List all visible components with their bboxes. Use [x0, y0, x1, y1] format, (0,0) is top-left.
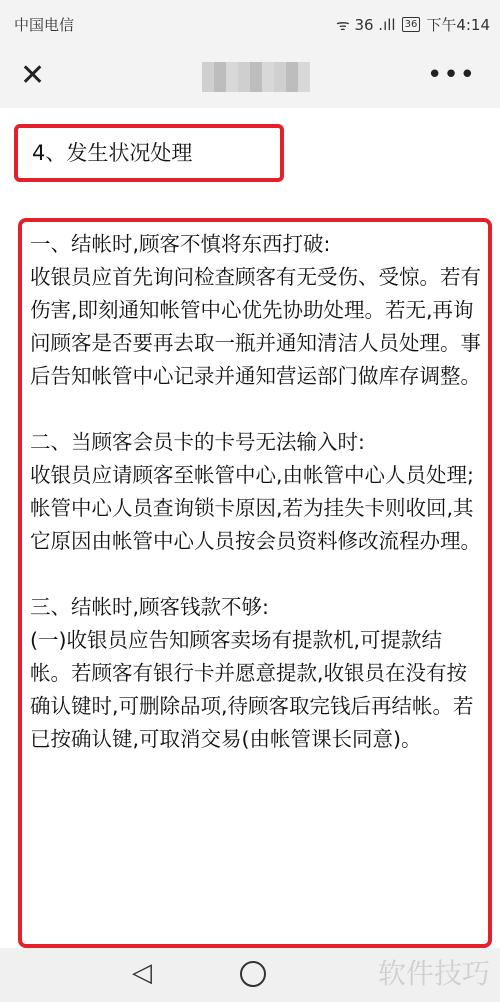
section-3-body: (一)收银员应告知顾客卖场有提款机,可提款结帐。若顾客有银行卡并愿意提款,收银员在没有按确认键时,可删除品项,待顾客取完钱后再结帐。若已按确认键,可取消交易(由帐管课长同意)。: [30, 628, 474, 751]
watermark: 软件技巧: [377, 957, 490, 990]
page-title-blurred: [202, 62, 310, 92]
section-1-title: 一、结帐时,顾客不慎将东西打破:: [30, 232, 331, 256]
system-nav-bar: [0, 948, 500, 1002]
battery-icon: 36: [402, 17, 421, 32]
back-icon[interactable]: ◁: [132, 958, 152, 988]
clock: 下午4:14: [426, 16, 490, 34]
more-options-button[interactable]: •••: [426, 60, 476, 90]
section-2-body: 收银员应请顾客至帐管中心,由帐管中心人员处理;帐管中心人员查询锁卡原因,若为挂失卡则收回,其它原因由帐管中心人员按会员资料修改流程办理。: [30, 463, 481, 553]
article-content[interactable]: [0, 108, 500, 948]
section-2-title: 二、当顾客会员卡的卡号无法输入时:: [30, 430, 365, 454]
carrier-name: 中国电信: [14, 16, 75, 34]
close-icon[interactable]: ✕: [20, 58, 46, 93]
status-right: [336, 14, 490, 35]
home-icon[interactable]: [240, 961, 266, 987]
signal-icon: ᯤ 36 .ıll: [335, 15, 396, 34]
section-3-title: 三、结帐时,顾客钱款不够:: [30, 595, 269, 619]
article-body: [18, 218, 492, 948]
status-bar: [0, 0, 500, 46]
section-heading: 4、发生状况处理: [14, 124, 284, 182]
section-1-body: 收银员应首先询问检查顾客有无受伤、受惊。若有伤害,即刻通知帐管中心优先协助处理。若无,再询问顾客是否要再去取一瓶并通知清洁人员处理。事后告知帐管中心记录并通知营运部门做库存调整。: [30, 265, 481, 388]
nav-bar: [0, 46, 500, 108]
